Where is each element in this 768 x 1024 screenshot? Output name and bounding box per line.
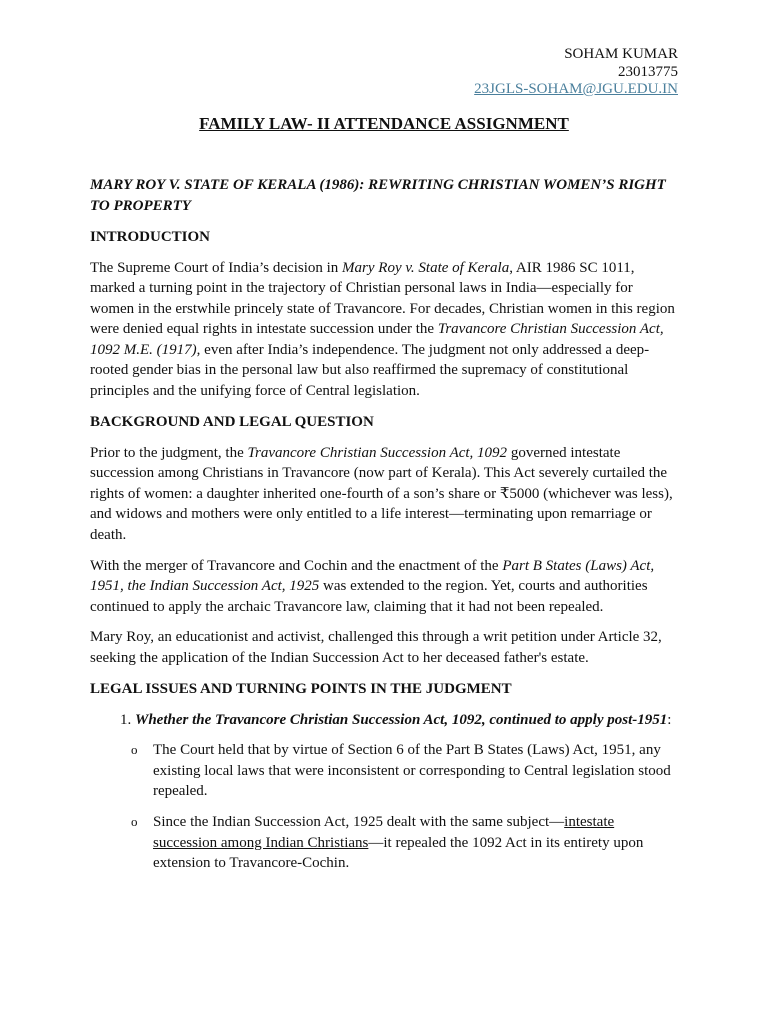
case-citation: Mary Roy v. State of Kerala <box>342 259 510 276</box>
issue-question: Whether the Travancore Christian Succession Act, 1092, continued to apply post-1951 <box>135 711 668 728</box>
text-run: The Court held that by virtue of Section 6 of the Part B States (Laws) Act, 1951, any existing local laws that were inconsistent or corresponding to Central legislation stood repealed. <box>153 742 671 800</box>
hollow-bullet-icon: o <box>131 742 138 758</box>
text-run: governed intestate succession among Christians in Travancore (now part of Kerala). This Act severely curtailed the rights of women: a daughter inherited one-fourth of a son’s share or ₹5000 (whichever was less), and widows and mothers were only entitled to a life interest—terminating upon remarriage or death. <box>90 444 673 544</box>
issues-list <box>90 710 678 874</box>
document-title: FAMILY LAW- II ATTENDANCE ASSIGNMENT <box>199 113 569 133</box>
background-paragraph-2 <box>90 556 678 618</box>
section-heading-background: BACKGROUND AND LEGAL QUESTION <box>90 413 374 430</box>
statute-citation: Travancore Christian Succession Act, 1092 <box>247 444 508 461</box>
section-heading-introduction: INTRODUCTION <box>90 228 211 245</box>
issue-point <box>131 740 678 802</box>
text-run: , even after India’s independence. The judgment not only addressed a deep-rooted gender bias in the personal law but also reaffirmed the supremacy of constitutional principles and the unifying force of Central legislation. <box>90 341 650 400</box>
issue-point <box>131 812 678 874</box>
section-heading-legal-issues: LEGAL ISSUES AND TURNING POINTS IN THE JUDGMENT <box>90 680 512 697</box>
text-run: With the merger of Travancore and Cochin and the enactment of the <box>90 557 503 574</box>
issue-item <box>131 710 678 874</box>
text-run: Since the Indian Succession Act, 1925 dealt with the same subject— <box>153 813 565 830</box>
statute-citation: Part B States (Laws) Act, 1951, the Indian Succession Act, 1925 <box>90 557 655 595</box>
author-email-link[interactable]: 23JGLS-SOHAM@JGU.EDU.IN <box>474 81 678 97</box>
text-run: was extended to the region. Yet, courts and authorities continued to apply the archaic Travancore law, claiming that it had not been repealed. <box>90 578 648 615</box>
statute-citation: Travancore Christian Succession Act, 1092 M.E. (1917) <box>90 321 664 358</box>
author-name: SOHAM KUMAR <box>564 46 678 62</box>
author-block <box>90 46 678 99</box>
hollow-bullet-icon: o <box>131 813 138 829</box>
issue-question-tail: : <box>667 711 672 728</box>
text-run: Prior to the judgment, the <box>90 444 248 461</box>
underlined-text: intestate succession among Indian Christians <box>153 813 615 851</box>
background-paragraph-3: Mary Roy, an educationist and activist, challenged this through a writ petition under Article 32, seeking the application of the Indian Succession Act to her deceased father's estate. <box>90 629 662 666</box>
case-title: MARY ROY V. STATE OF KERALA (1986): REWRITING CHRISTIAN WOMEN’S RIGHT TO PROPERTY <box>90 176 666 214</box>
background-paragraph-1 <box>90 443 678 546</box>
text-run: , AIR 1986 SC 1011, marked a turning point in the trajectory of Christian personal laws in India—especially for women in the erstwhile princely state of Travancore. For decades, Christian women in this region were denied equal rights in intestate succession under the <box>90 259 675 338</box>
text-run: —it repealed the 1092 Act in its entirety upon extension to Travancore-Cochin. <box>153 834 644 872</box>
issue-points-list <box>130 740 678 874</box>
text-run: The Supreme Court of India’s decision in <box>90 259 343 276</box>
author-id: 23013775 <box>618 63 678 80</box>
introduction-paragraph <box>90 258 678 402</box>
